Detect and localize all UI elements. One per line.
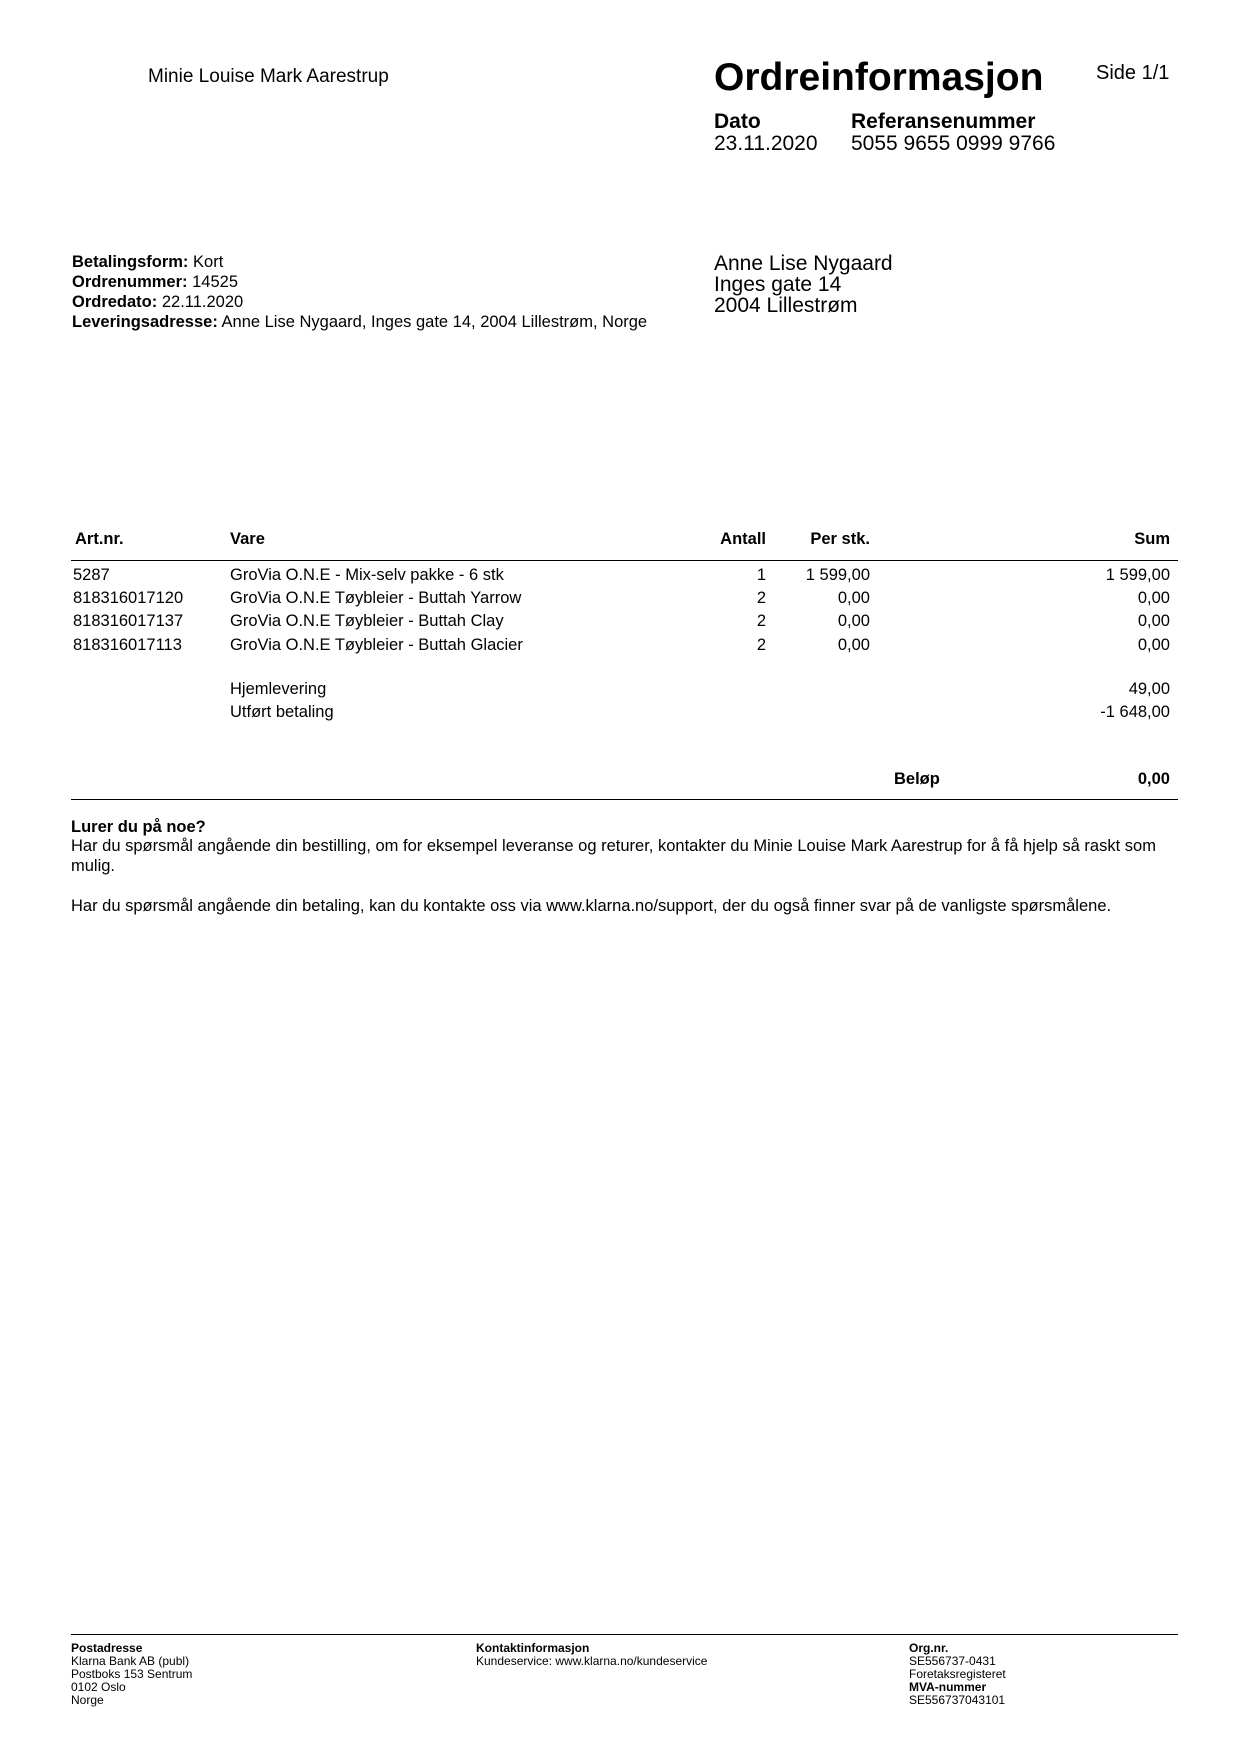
order-date-label: Ordredato: (72, 293, 158, 311)
date-label: Dato (714, 110, 761, 133)
row-sum: 0,00 (1137, 636, 1170, 654)
org-value: SE556737-0431 (909, 1654, 996, 1668)
row-item: GroVia O.N.E - Mix-selv pakke - 6 stk (230, 566, 504, 584)
order-number-label: Ordrenummer: (72, 273, 188, 291)
vat-label: MVA-nummer (909, 1680, 987, 1694)
col-header-art: Art.nr. (75, 530, 124, 548)
registry: Foretaksregisteret (909, 1667, 1006, 1681)
row-sum: 1 599,00 (1105, 566, 1170, 584)
row-unit-price: 1 599,00 (805, 566, 870, 584)
postal-line: Norge (71, 1693, 104, 1707)
postal-address-label: Postadresse (71, 1641, 143, 1655)
payment-method-label: Betalingsform: (72, 253, 189, 271)
delivery-address-label: Leveringsadresse: (72, 313, 218, 331)
help-paragraph-payment: Har du spørsmål angående din betaling, kan du kontakte oss via www.klarna.no/support, der du også finner svar på de vanligste spørsmålene. (71, 897, 1112, 915)
delivery-address (72, 312, 672, 332)
vat-value: SE556737043101 (909, 1693, 1006, 1707)
order-date-value: 22.11.2020 (161, 293, 244, 311)
delivery-address-value: Anne Lise Nygaard, Inges gate 14, 2004 Lillestrøm, Norge (221, 313, 648, 331)
contact-label: Kontaktinformasjon (476, 1641, 590, 1655)
recipient-address (714, 253, 893, 316)
customer-service-link[interactable]: Kundeservice: www.klarna.no/kundeservice (476, 1654, 708, 1668)
payment-done-label: Utført betaling (230, 703, 334, 721)
row-item: GroVia O.N.E Tøybleier - Buttah Clay (230, 612, 504, 630)
row-item: GroVia O.N.E Tøybleier - Buttah Yarrow (230, 589, 522, 607)
row-qty: 2 (756, 612, 766, 630)
row-sum: 0,00 (1137, 589, 1170, 607)
row-unit-price: 0,00 (837, 589, 870, 607)
reference-value: 5055 9655 0999 9766 (851, 132, 1056, 155)
recipient-street: Inges gate 14 (714, 273, 842, 296)
col-header-unit: Per stk. (810, 530, 870, 548)
document-title: Ordreinformasjon (714, 56, 1044, 99)
footer-rule (71, 1634, 1178, 1635)
col-header-qty: Antall (720, 530, 766, 548)
order-number-value: 14525 (192, 273, 239, 291)
footer-postal-address (71, 1642, 192, 1707)
row-item: GroVia O.N.E Tøybleier - Buttah Glacier (230, 636, 523, 654)
col-header-item: Vare (230, 530, 265, 548)
total-rule (71, 799, 1178, 800)
shipping-label: Hjemlevering (230, 680, 327, 698)
recipient-name: Anne Lise Nygaard (714, 252, 893, 275)
row-qty: 2 (756, 589, 766, 607)
order-number (72, 272, 672, 292)
postal-line: Klarna Bank AB (publ) (71, 1654, 190, 1668)
org-label: Org.nr. (909, 1641, 949, 1655)
total-label: Beløp (894, 770, 940, 788)
col-header-sum: Sum (1134, 530, 1170, 548)
row-sum: 0,00 (1137, 612, 1170, 630)
payment-method (72, 252, 672, 272)
postal-line: Postboks 153 Sentrum (71, 1667, 193, 1681)
row-unit-price: 0,00 (837, 636, 870, 654)
payment-method-value: Kort (193, 253, 224, 271)
payment-done-sum: -1 648,00 (1100, 703, 1170, 721)
table-header-rule (71, 560, 1178, 561)
help-heading: Lurer du på noe? (71, 818, 206, 836)
merchant-name: Minie Louise Mark Aarestrup (148, 66, 389, 87)
row-art: 5287 (73, 566, 110, 584)
date-value: 23.11.2020 (714, 132, 818, 155)
row-art: 818316017113 (73, 636, 182, 654)
page-indicator: Side 1/1 (1096, 62, 1170, 84)
order-date (72, 292, 672, 312)
footer-contact (476, 1642, 707, 1668)
shipping-sum: 49,00 (1128, 680, 1170, 698)
help-paragraph-order: Har du spørsmål angående din bestilling, om for eksempel leveranse og returer, kontakter du Minie Louise Mark Aarestrup for å få hjelp så raskt som mulig. (71, 837, 1156, 875)
row-art: 818316017120 (73, 589, 184, 607)
row-art: 818316017137 (73, 612, 184, 630)
order-info (72, 252, 672, 332)
reference-label: Referansenummer (851, 110, 1036, 133)
recipient-city: 2004 Lillestrøm (714, 294, 858, 317)
row-unit-price: 0,00 (837, 612, 870, 630)
footer-org (909, 1642, 1006, 1707)
row-qty: 1 (756, 566, 766, 584)
total-value: 0,00 (1137, 770, 1170, 788)
row-qty: 2 (756, 636, 766, 654)
postal-line: 0102 Oslo (71, 1680, 126, 1694)
